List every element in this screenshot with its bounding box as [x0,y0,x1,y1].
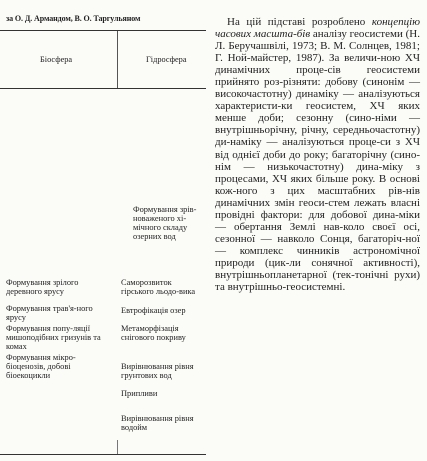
table-cell: Саморозвиток гірського льодо-вика [121,278,196,296]
body-text [215,16,420,293]
table-cell: Метаморфізація снігового покриву [121,324,186,342]
body-text-rest: аналізу геосистеми (Н. Л. Беручашвілі, 1973; В. М. Солнцев, 1981; Г. Ной-майстер, 1987). За величи-ною ХЧ динамічних проце-сів геосистеми прийнято роз-різняти: добову (синонім — високочастотну) динаміку — аналізуються характеристи-ки геосистем, ХЧ яких менше доби; сезонну (сино-німи — внутрішньорічну, річну, середньочастотну) ди-наміку — аналізуються проце-си з ХЧ від однієї доби до року; багаторічну (сино-нім — низькочастотну) дина-міку з процесами, ХЧ яких більше року. В основі кож-ного з цих масштабних рів-нів динамічних змін геоси-стем лежать власні провідні фактори: для добової дина-міки — обертання Землі нав-коло своєї осі, сезонної — навколо Сонця, багаторіч-ної — комплекс чинників астрономічної природи (цик-ли сонячної активності), внутрішньопланетарної (тек-тонічні рухи) та внутрішньо-геосистемні. [215,28,420,294]
table-top-rule [0,30,206,31]
table-cell: Формування зрілого деревного ярусу [6,278,79,296]
table-cell: Вирівнювання рівня водойм [121,414,194,432]
column-header-hydrosphere: Гідросфера [146,55,187,64]
column-header-biosphere: Біосфера [40,55,73,64]
table-cell: Вирівнювання рівня грунтових вод [121,362,194,380]
column-divider-bottom [117,440,118,454]
table-bottom-rule [0,454,206,455]
authors-header: за О. Д. Армандом, В. О. Таргульяном [6,14,141,23]
body-text-italic: концепцію часових масшта-бів [215,16,420,41]
body-text-start: На цій підставі розроблено [227,16,372,28]
table-cell: Евтрофікація озер [121,306,186,315]
table-cell: Припливи [121,389,158,398]
table-cell: Формування трав'я-ного ярусу [6,304,93,322]
table-cell: Формування попу-ляції мишоподібних гризунів та комах [6,324,101,351]
table-header-rule [0,88,206,89]
table-cell: Формування мікро-біоценозів, добові біоекоцикли [6,353,76,380]
column-divider [117,31,118,88]
body-paragraph [215,16,420,293]
table-cell: Формування зрів-новаженого хі-мічного складу озерних вод [133,205,197,241]
